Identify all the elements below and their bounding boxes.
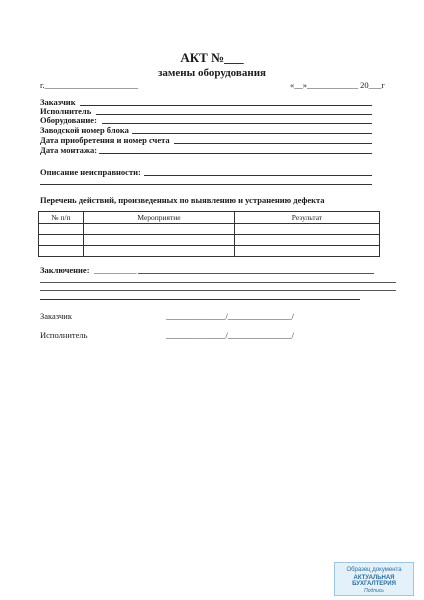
- actions-table: [38, 211, 380, 257]
- column-header-result: Результат: [235, 212, 380, 224]
- field-line-purchase: [174, 143, 372, 144]
- field-line-mounting: [99, 153, 372, 154]
- table-row: [39, 246, 380, 257]
- document-subtitle: замены оборудования: [158, 67, 266, 79]
- malfunction-line-1: [144, 175, 372, 176]
- stamp-line-2: АКТУАЛЬНАЯ БУХГАЛТЕРИЯ: [352, 575, 396, 587]
- conclusion-line-1: [138, 273, 374, 274]
- actions-heading: Перечень действий, произведенных по выявлению и устранению дефекта: [40, 195, 325, 205]
- field-label-mounting: Дата монтажа:: [40, 145, 98, 155]
- table-row: [39, 224, 380, 235]
- conclusion-line-3: [40, 290, 396, 291]
- signature-line-customer: ______________/_______________/: [166, 311, 294, 321]
- table-row: [39, 235, 380, 246]
- field-line-contractor: [96, 114, 372, 115]
- signature-label-customer: Заказчик: [40, 311, 72, 321]
- conclusion-line-4: [40, 299, 360, 300]
- field-label-customer: Заказчик: [40, 97, 76, 107]
- table-cell: [84, 224, 235, 235]
- table-cell: [235, 246, 380, 257]
- field-label-purchase: Дата приобретения и номер счета: [40, 135, 170, 145]
- sample-stamp: [334, 562, 414, 596]
- field-line-customer: [80, 105, 372, 106]
- table-cell: [235, 224, 380, 235]
- table-cell: [39, 235, 84, 246]
- table-cell: [235, 235, 380, 246]
- field-label-serial: Заводской номер блока: [40, 125, 129, 135]
- signature-label-contractor: Исполнитель: [40, 330, 88, 340]
- date-line: «__»____________ 20___г: [290, 80, 385, 90]
- stamp-line-3: Подпись: [364, 588, 384, 594]
- city-line: г.______________________: [40, 80, 139, 90]
- table-cell: [84, 246, 235, 257]
- column-header-number: № п/п: [39, 212, 84, 224]
- column-header-action: Мероприятие: [84, 212, 235, 224]
- conclusion-line-2: [40, 282, 396, 283]
- table-cell: [39, 246, 84, 257]
- table-cell: [84, 235, 235, 246]
- malfunction-line-2: [40, 184, 372, 185]
- field-line-serial: [132, 133, 372, 134]
- conclusion-label: Заключение:: [40, 265, 90, 275]
- stamp-line-1: Образец документа: [346, 567, 402, 573]
- document-title: АКТ №___: [180, 50, 244, 65]
- signature-line-contractor: ______________/_______________/: [166, 330, 294, 340]
- field-label-contractor: Исполнитель: [40, 106, 92, 116]
- table-cell: [39, 224, 84, 235]
- field-label-equipment: Оборудование:: [40, 115, 97, 125]
- conclusion-blank: __________: [94, 265, 137, 275]
- field-line-equipment: [102, 123, 372, 124]
- malfunction-label: Описание неисправности:: [40, 167, 141, 177]
- table-header-row: [39, 212, 380, 224]
